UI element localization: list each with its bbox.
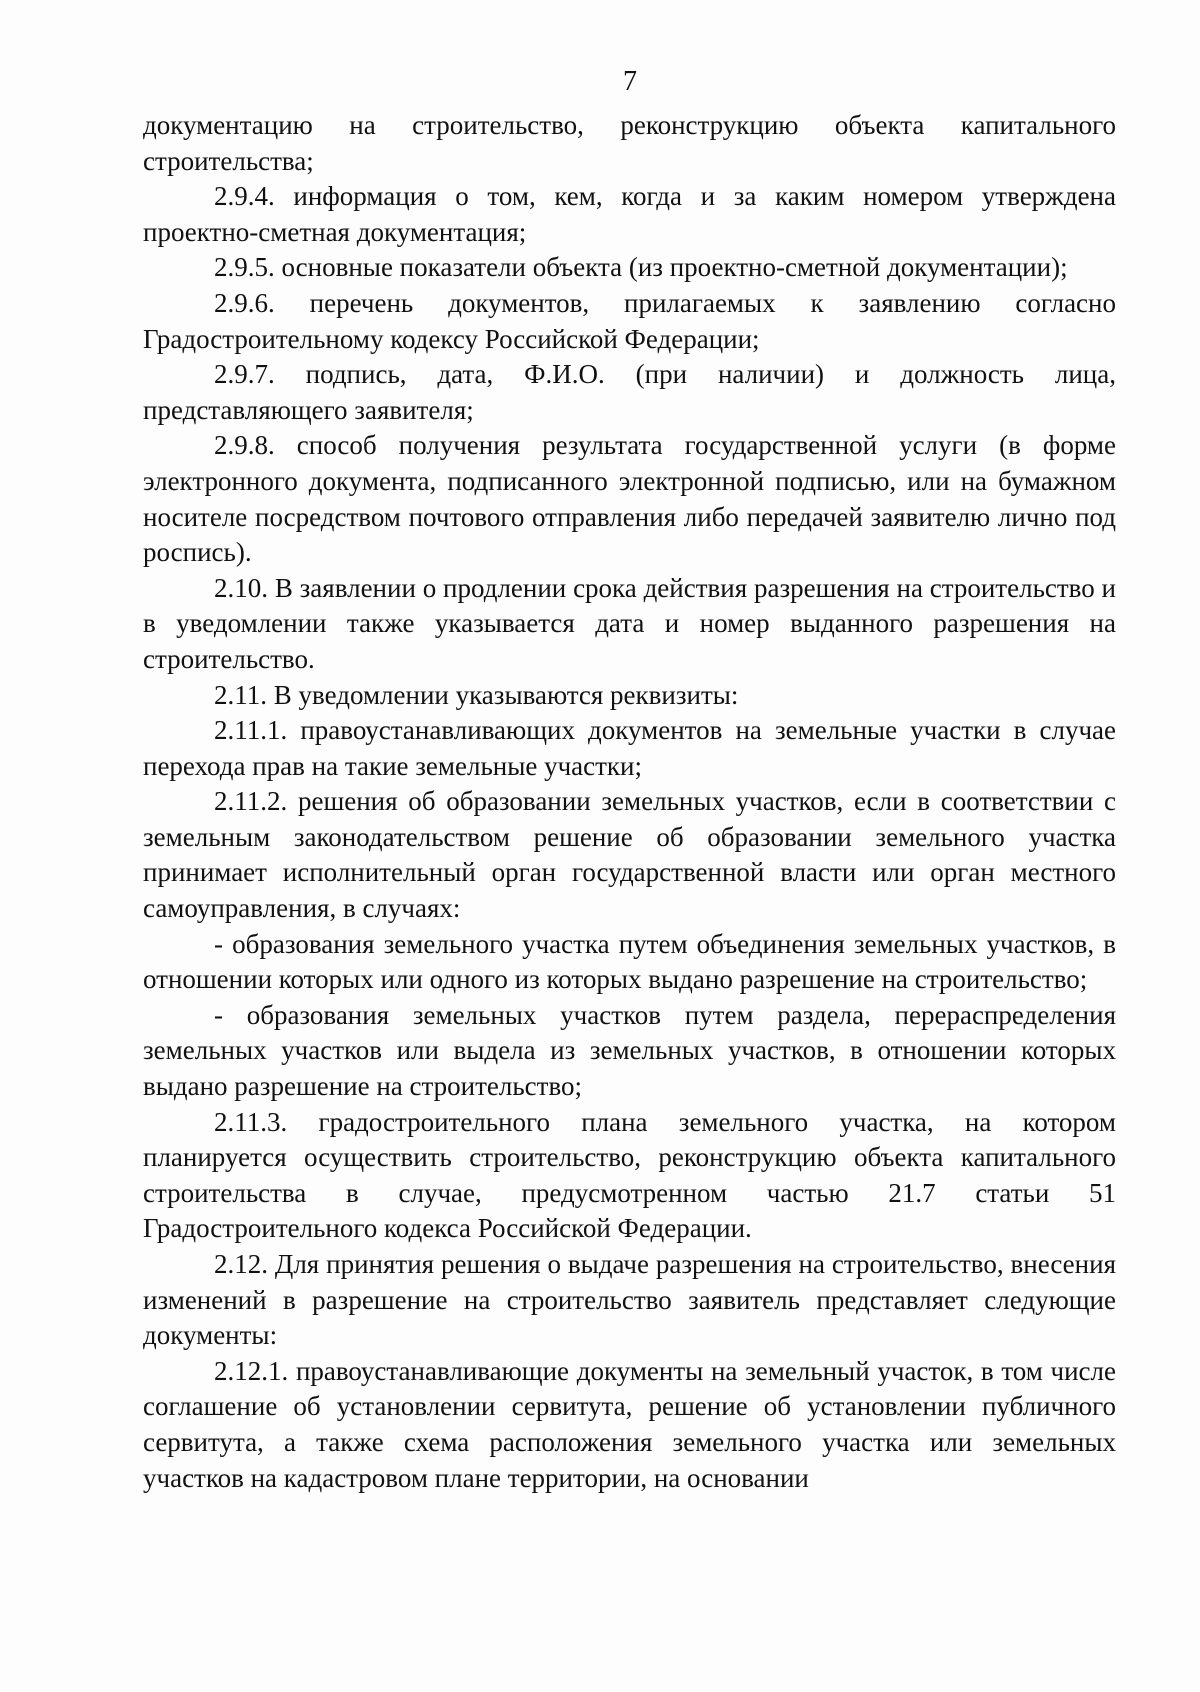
page-number: 7	[623, 66, 637, 97]
list-item-merge: - образования земельного участка путем объединения земельных участков, в отношении которых или одного из которых выдано разрешение на строительство;	[143, 928, 1116, 995]
paragraph-2-11-2: 2.11.2. решения об образовании земельных участков, если в соответствии с земельным законодательством решение об образовании земельного участка принимает исполнительный орган государственной власти или орган местного самоуправления, в случаях:	[143, 786, 1116, 924]
paragraph-2-10: 2.10. В заявлении о продлении срока действия разрешения на строительство и в уведомлении также указывается дата и номер выданного разрешения на строительство.	[143, 572, 1116, 674]
paragraph-2-11: 2.11. В уведомлении указываются реквизиты:	[214, 679, 739, 710]
list-item-division: - образования земельных участков путем раздела, перераспределения земельных участков или выдела из земельных участков, в отношении которых выдано разрешение на строительство;	[143, 999, 1116, 1102]
paragraph-2-11-3: 2.11.3. градостроительного плана земельного участка, на котором планируется осуществить строительство, реконструкцию объекта капитального строительства в случае, предусмотренном частью 21.7 статьи 51 Градостроительного кодекса Российской Федерации.	[143, 1106, 1116, 1244]
paragraph-2-11-1: 2.11.1. правоустанавливающих документов на земельные участки в случае перехода прав на такие земельные участки;	[143, 715, 1116, 781]
paragraph-2-9-8: 2.9.8. способ получения результата государственной услуги (в форме электронного документа, подписанного электронной подписью, или на бумажном носителе посредством почтового отправления либо передачей заявителю лично под роспись).	[143, 430, 1116, 568]
paragraph-2-12-1: 2.12.1. правоустанавливающие документы на земельный участок, в том числе соглашение об установлении сервитута, решение об установлении публичного сервитута, а также схема расположения земельного участка или земельных участков на кадастровом плане территории, на основании	[143, 1355, 1116, 1493]
paragraph-2-12: 2.12. Для принятия решения о выдаче разрешения на строительство, внесения изменений в разрешение на строительство заявитель представляет следующие документы:	[143, 1249, 1116, 1351]
paragraph-continuation: документацию на строительство, реконструкцию объекта капитального строительства;	[143, 110, 1116, 176]
document-body	[143, 108, 1116, 1496]
paragraph-2-9-5: 2.9.5. основные показатели объекта (из проектно-сметной документации);	[214, 252, 1068, 283]
paragraph-2-9-4: 2.9.4. информация о том, кем, когда и за каким номером утверждена проектно-сметная документация;	[143, 181, 1116, 247]
paragraph-2-9-7: 2.9.7. подпись, дата, Ф.И.О. (при наличии) и должность лица, представляющего заявителя;	[143, 359, 1116, 425]
paragraph-2-9-6: 2.9.6. перечень документов, прилагаемых к заявлению согласно Градостроительному кодексу Российской Федерации;	[143, 287, 1116, 354]
